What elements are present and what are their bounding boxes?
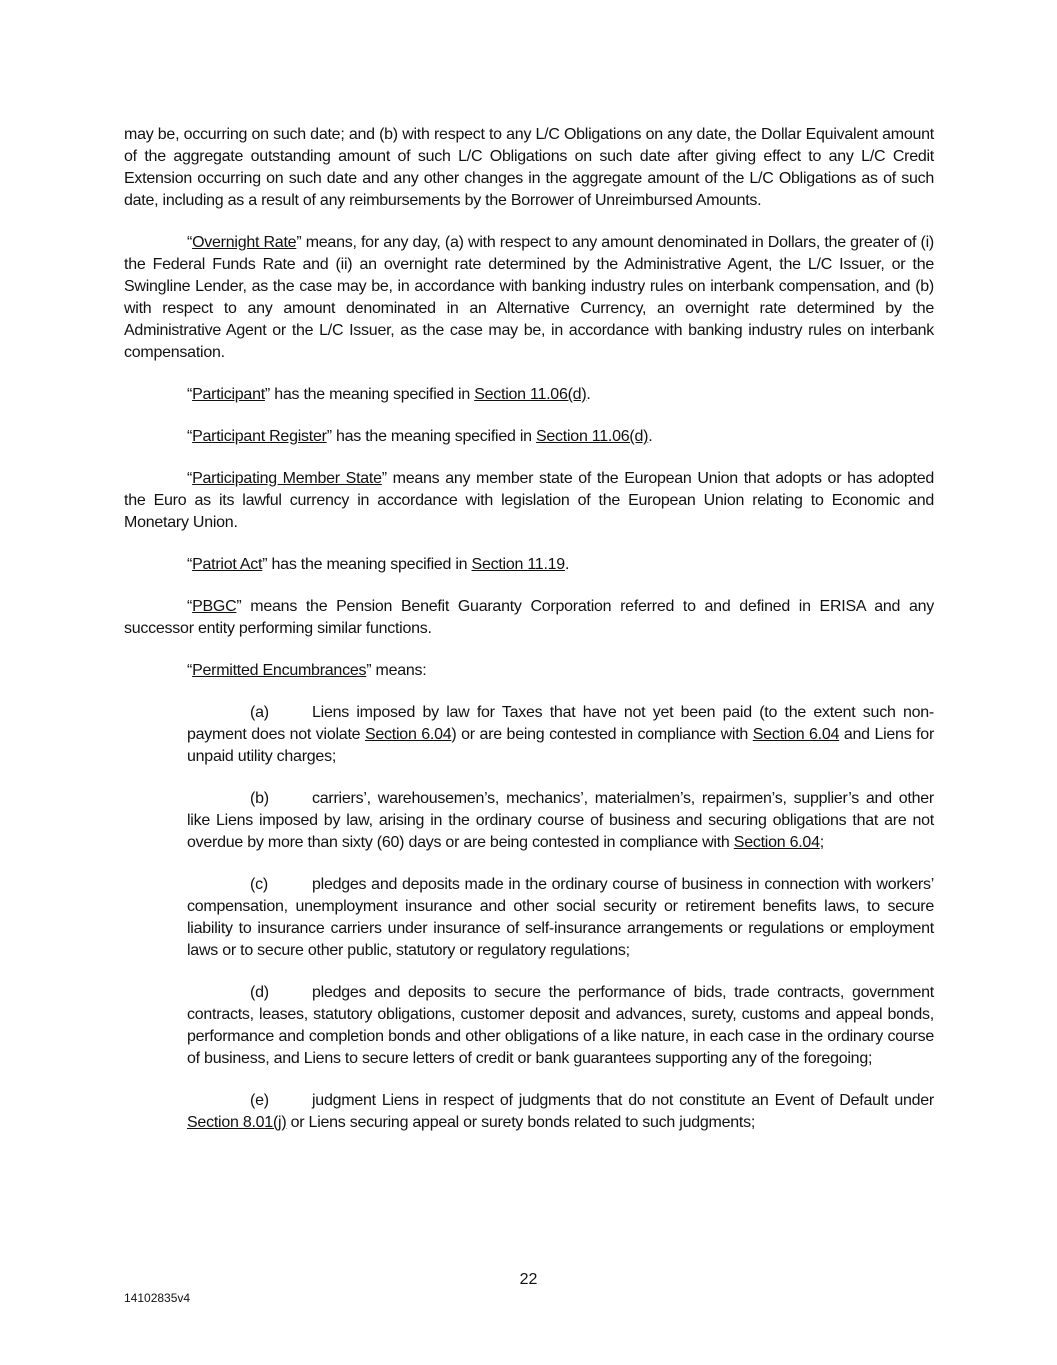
list-item-label: (b) — [250, 790, 269, 807]
defined-term-reference: Overnight Rate — [192, 234, 297, 251]
text-segment: ” means any member state of the European Union that adopts or has adopted the Euro as its lawful currency in accordance with legislation of the European Union relating to Economic and Monetary Union. — [124, 470, 935, 531]
defined-term-reference: Section 6.04 — [752, 726, 840, 743]
list-item — [187, 1090, 934, 1134]
list-item-label: (c) — [250, 876, 268, 893]
defined-term-reference: Patriot Act — [192, 556, 263, 573]
text-segment: ; — [819, 834, 824, 851]
document-body — [124, 124, 934, 1154]
text-segment: and Liens for unpaid utility charges; — [187, 726, 935, 765]
defined-term-reference: Section 11.06(d) — [474, 386, 587, 403]
definition-paragraph — [124, 384, 934, 406]
paragraph — [124, 124, 934, 212]
definition-paragraph — [124, 232, 934, 364]
text-segment: pledges and deposits to secure the performance of bids, trade contracts, government contracts, leases, statutory obligations, customer deposit and advances, surety, customs and appeal bonds, performance and completion bonds and other obligations of a like nature, in each case in the ordinary course of business, and Liens to secure letters of credit or bank guarantees supporting any of the foregoing; — [187, 984, 934, 1067]
text-segment: Liens imposed by law for Taxes that have not yet been paid (to the extent such non-payment does not violate — [187, 704, 934, 743]
text-segment: or Liens securing appeal or surety bonds related to such judgments; — [286, 1114, 756, 1131]
text-segment: “ — [187, 386, 193, 403]
page-number: 22 — [519, 1271, 538, 1288]
text-segment: ” means: — [366, 662, 427, 679]
list-item-label: (d) — [250, 984, 269, 1001]
text-segment: ) or are being contested in compliance with — [451, 726, 753, 743]
text-segment: judgment Liens in respect of judgments that do not constitute an Event of Default under — [312, 1092, 934, 1109]
defined-term-reference: PBGC — [192, 598, 237, 615]
text-segment: . — [586, 386, 591, 403]
defined-term-reference: Section 6.04 — [364, 726, 452, 743]
defined-term-reference: Section 8.01(j) — [187, 1114, 287, 1131]
text-segment: carriers’, warehousemen’s, mechanics’, materialmen’s, repairmen’s, supplier’s and other like Liens imposed by law, arising in the ordinary course of business and securing obligations that are not overdue by more than sixty (60) days or are being contested in compliance with — [187, 790, 934, 851]
defined-term-reference: Participating Member State — [192, 470, 382, 487]
defined-term-reference: Section 11.19 — [471, 556, 565, 573]
definition-paragraph — [124, 468, 934, 534]
list-item — [187, 982, 934, 1070]
text-segment: “ — [187, 556, 193, 573]
list-item — [187, 788, 934, 854]
text-segment: “ — [187, 470, 193, 487]
list-item — [187, 702, 934, 768]
definition-paragraph — [124, 660, 934, 682]
text-segment: ” has the meaning specified in — [262, 556, 472, 573]
defined-term-reference: Participant Register — [192, 428, 327, 445]
text-segment: ” means the Pension Benefit Guaranty Corporation referred to and defined in ERISA and any successor entity performing similar functions. — [124, 598, 934, 637]
text-segment: ” means, for any day, (a) with respect to any amount denominated in Dollars, the greater of (i) the Federal Funds Rate and (ii) an overnight rate determined by the Administrative Agent, the L/C Issuer, or the Swingline Lender, as the case may be, in accordance with banking industry rules on interbank compensation, and (b) with respect to any amount denominated in an Alternative Currency, an overnight rate determined by the Administrative Agent or the L/C Issuer, as the case may be, in accordance with banking industry rules on interbank compensation. — [124, 234, 935, 361]
list-item — [187, 874, 934, 962]
defined-term-reference: Participant — [192, 386, 265, 403]
list-item-label: (a) — [250, 704, 269, 721]
text-segment: “ — [187, 598, 193, 615]
text-segment: pledges and deposits made in the ordinary course of business in connection with workers’ compensation, unemployment insurance and other social security or retirement benefits laws, to secure liability to insurance carriers under insurance of self-insurance arrangements or regulations or employment laws or to secure other public, statutory or regulatory regulations; — [187, 876, 934, 959]
defined-term-reference: Section 11.06(d) — [535, 428, 649, 445]
text-segment: “ — [187, 662, 193, 679]
text-segment: “ — [187, 234, 193, 251]
text-segment: may be, occurring on such date; and (b) with respect to any L/C Obligations on any date, the Dollar Equivalent amount of the aggregate outstanding amount of such L/C Obligations on such date after giving effect to any L/C Credit Extension occurring on such date and any other changes in the aggregate amount of the L/C Obligations as of such date, including as a result of any reimbursements by the Borrower of Unreimbursed Amounts. — [124, 126, 934, 209]
defined-term-reference: Permitted Encumbrances — [192, 662, 367, 679]
text-segment: . — [564, 556, 570, 573]
defined-term-reference: Section 6.04 — [733, 834, 820, 851]
document-id: 14102835v4 — [124, 1291, 191, 1305]
definition-paragraph — [124, 554, 934, 576]
text-segment: . — [648, 428, 653, 445]
list-item-label: (e) — [250, 1092, 269, 1109]
text-segment: ” has the meaning specified in — [264, 386, 475, 403]
definition-paragraph — [124, 426, 934, 448]
definition-paragraph — [124, 596, 934, 640]
text-segment: ” has the meaning specified in — [326, 428, 536, 445]
text-segment: “ — [187, 428, 193, 445]
